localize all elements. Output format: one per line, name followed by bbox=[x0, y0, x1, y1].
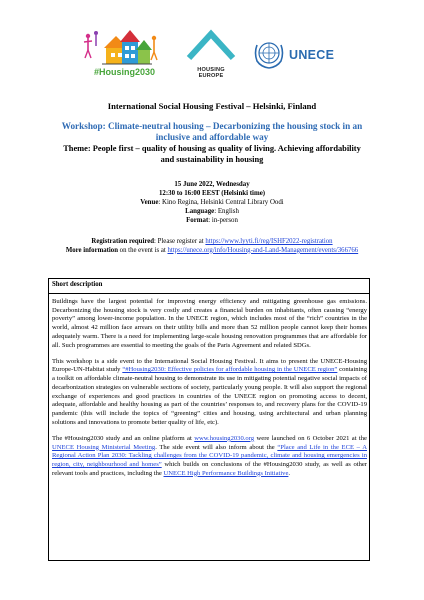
hpb-initiative-link[interactable]: UNECE High Performance Buildings Initiative bbox=[163, 469, 289, 477]
more-info-label: More information bbox=[65, 246, 118, 254]
p3-text-e: . bbox=[288, 469, 291, 477]
housing2030-site-link[interactable]: www.housing2030.org bbox=[194, 434, 255, 442]
short-description-box bbox=[48, 278, 370, 561]
p3-text-c: . The side event will also inform about the bbox=[155, 443, 278, 451]
registration-text: : Please register at bbox=[154, 238, 206, 245]
description-paragraph-2 bbox=[52, 358, 367, 428]
unece-logo bbox=[252, 36, 358, 72]
short-description-header: Short description bbox=[49, 279, 369, 294]
language-value: : English bbox=[214, 207, 239, 215]
p2-text-a: This workshop is a side event to the International Social Housing Festival. It aims to present the UNECE-Housing Europe-UN-Habitat study bbox=[52, 357, 367, 374]
language-label: Language bbox=[185, 207, 215, 215]
festival-title: International Social Housing Festival – Helsinki, Finland bbox=[107, 101, 317, 111]
p3-text-a: The #Housing2030 study and an online platform at bbox=[52, 434, 195, 442]
description-paragraph-1: Buildings have the largest potential for improving energy efficiency and mitigating greenhouse gas emissions. Decarbonizing the housing stock is very costly and creates a financial burden on inhabitants, often causing “energy poverty” among lower-income population. In the UNECE region, which includes most of the “rich” countries in the world, almost 42 million face arrears on their utility bills and more than 52 million people cannot keep their homes adequately warm. There is a need for implementing large-scale housing renovation programmes that are affordable for all. Such programmes are essential to meeting the goals of the Paris Agreement and related SDGs. bbox=[52, 298, 367, 349]
housing-europe-logo bbox=[183, 28, 239, 86]
p3-text-d: which builds on conclusions of the #Housing2030 study, as well as other relevant tools and practices, including the bbox=[52, 460, 367, 477]
registration-info bbox=[56, 238, 368, 256]
workshop-title: Workshop: Climate-neutral housing – Decarbonizing the housing stock in an inclusive and affordable way bbox=[61, 121, 363, 142]
housing2030-houses-icon bbox=[82, 26, 162, 68]
description-paragraph-3 bbox=[52, 435, 367, 479]
registration-link[interactable]: https://www.lyyti.fi/reg/ISHF2022-registration bbox=[205, 238, 333, 245]
un-emblem-icon bbox=[252, 36, 286, 70]
short-description-body bbox=[49, 294, 369, 478]
venue-value: : Kino Regina, Helsinki Central Library Oodi bbox=[158, 198, 284, 206]
event-time: 12:30 to 16:00 EEST (Helsinki time) bbox=[158, 189, 266, 197]
more-info-line bbox=[56, 247, 368, 256]
ministerial-meeting-link[interactable]: UNECE Housing Ministerial Meeting bbox=[52, 443, 156, 451]
format-value: : in-person bbox=[208, 216, 238, 224]
event-venue bbox=[60, 199, 364, 208]
housing2030-logo-text: #Housing2030 bbox=[94, 67, 156, 77]
format-label: Format bbox=[186, 216, 209, 224]
venue-label: Venue bbox=[140, 198, 159, 206]
unece-logo-text: UNECE bbox=[289, 48, 335, 62]
p2-text-b: containing a toolkit on affordable climate-neutral housing to demonstrate its use in mitigating potential negative social impacts of decarbonization strategies on vulnerable sections of society, particularly young people. It will also support the regional exchange of experiences and good practices in countries of the UNECE region on promoting access to decent, adequate, affordable and healthy housing as part of the countries’ responses to, and recovery plans for the COVID-19 pandemic (this will include the topics of “greening” cities and housing, using architectural and urban planning solutions and innovations to promote better quality of life, etc). bbox=[52, 366, 368, 426]
housing2030-study-link[interactable]: “#Housing2030: Effective policies for affordable housing in the UNECE region” bbox=[122, 366, 338, 374]
regional-action-plan-link[interactable]: “Place and Life in the ECE – A Regional Action Plan 2030: Tackling challenges from the COVID-19 pandemic, climate and housing emergencies in region, city, neighbourhood and homes” bbox=[52, 443, 368, 468]
more-info-link[interactable]: https://unece.org/info/Housing-and-Land-Management/events/366766 bbox=[167, 246, 359, 254]
registration-line bbox=[56, 238, 368, 247]
event-date: 15 June 2022, Wednesday bbox=[174, 181, 250, 188]
registration-label: Registration required bbox=[91, 238, 155, 245]
more-info-text: on the event is at bbox=[117, 246, 168, 254]
p3-text-b: were launched on 6 October 2021 at the bbox=[254, 434, 367, 442]
housing-europe-line-2: EUROPE bbox=[198, 73, 224, 80]
housing-europe-line-1: HOUSING bbox=[197, 67, 225, 73]
event-language bbox=[60, 208, 364, 217]
event-details bbox=[60, 181, 364, 226]
event-format bbox=[60, 217, 364, 226]
house-roof-icon bbox=[183, 28, 239, 62]
theme-line: Theme: People first – quality of housing as quality of living. Achieving affordability and sustainability in housing bbox=[63, 144, 361, 164]
housing2030-logo bbox=[82, 26, 162, 82]
